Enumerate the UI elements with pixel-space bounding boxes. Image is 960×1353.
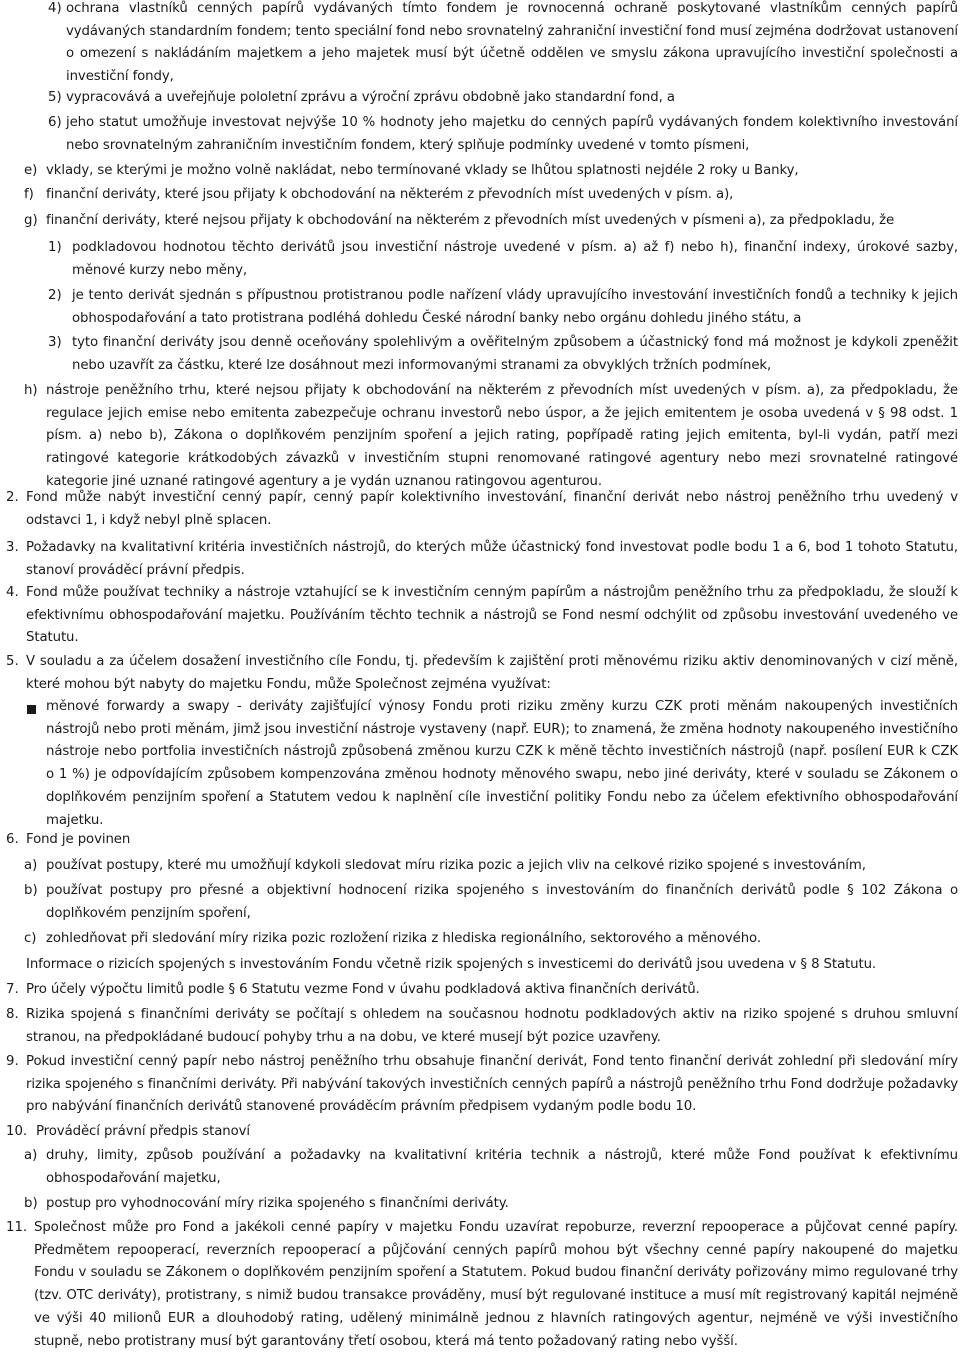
item-label: 4): [48, 1, 62, 16]
paragraph: Informace o rizicích spojených s investováním Fondu včetně rizik spojených s investicemi do derivátů jsou uvedena v § 8 Statutu.: [26, 957, 877, 972]
list-item: měnové forwardy a swapy - deriváty zajišťující výnosy Fondu proti riziku změny kurzu CZK proti měnám nakoupených investičních nástrojů nebo proti měnám, jimž jsou investiční nástroje vystaveny (např. EUR); to znamená, že změna hodnoty nakoupeného investičního nástroje nebo portfolia investičních nástrojů způsobená změnou kurzu CZK k měně těchto investičních nástrojů (např. posílení EUR k CZK o 1 %) je odpovídajícím způsobem kompenzována změnou hodnoty měnového swapu, nebo jiné deriváty, které v souladu se Zákonem o doplňkovém penzijním spoření a Statutem vedou k naplnění cíle investiční politiky Fondu nebo za účelem efektivního obhospodařování majetku.: [46, 699, 958, 828]
item-label: 3.: [6, 540, 19, 555]
list-item: ochrana vlastníků cenných papírů vydávaných tímto fondem je rovnocenná ochraně poskytované vlastníkům cenných papírů vydávaných standardním fondem; tento speciální fond nebo srovnatelný zahraniční investiční fond musí zejména dodržovat ustanovení o omezení s nakládáním majetkem a jeho majetek musí být účetně oddělen ve smyslu zákona upravujícího investiční společnosti a investiční fondy,: [66, 1, 958, 85]
list-item: používat postupy, které mu umožňují kdykoli sledovat míru rizika pozic a jejich vliv na celkové riziko spojené s investováním,: [46, 858, 866, 873]
list-item: používat postupy pro přesné a objektivní hodnocení rizika spojeného s investováním do finančních derivátů podle § 102 Zákona o doplňkovém penzijním spoření,: [46, 883, 958, 921]
item-label: 11.: [6, 1220, 28, 1235]
item-label: 1): [48, 240, 62, 255]
item-label: e): [24, 163, 38, 178]
list-item: druhy, limity, způsob používání a požadavky na kvalitativní kritéria technik a nástrojů, které může Fond používat k efektivnímu obhospodařování majetku,: [46, 1148, 958, 1186]
item-label: h): [24, 383, 38, 398]
item-label: 8.: [6, 1007, 19, 1022]
list-item: Prováděcí právní předpis stanoví: [36, 1124, 250, 1139]
item-label: 5): [48, 90, 62, 105]
item-label: a): [24, 1148, 38, 1163]
list-item: Rizika spojená s finančními deriváty se počítají s ohledem na současnou hodnotu podkladových aktiv na riziko spojené s druhou smluvní stranou, na předpokládané budoucí pohyby trhu a na dobu, ve které musejí být pozice uzavřeny.: [26, 1007, 958, 1045]
list-item: Společnost může pro Fond a jakékoli cenné papíry v majetku Fondu uzavírat repoburze, reverzní repooperace a půjčovat cenné papíry. Předmětem repooperací, reverzních repooperací a půjčování cenných papírů mohou být všechny cenné papíry nakoupené do majetku Fondu v souladu se Zákonem o doplňkovém penzijním spoření a Statutem. Pokud budou finanční deriváty pořizovány mimo regulované trhy (tzv. OTC deriváty), protistrany, s nimiž budou transakce prováděny, musí být regulované instituce a musí mít registrovaný kapitál nejméně ve výši 40 milionů EUR a dlouhodobý rating, udělený minimálně jednou z hlavních ratingových agentur, nejméně ve výši investičního stupně, nebo protistrany musí být garantovány třetí osobou, která má tento požadovaný rating nebo vyšší.: [34, 1220, 958, 1349]
list-item: finanční deriváty, které jsou přijaty k obchodování na některém z převodních míst uvedených v písm. a),: [46, 187, 734, 202]
list-item: vypracovává a uveřejňuje pololetní zprávu a výroční zprávu obdobně jako standardní fond, a: [66, 90, 675, 105]
list-item: zohledňovat při sledování míry rizika pozic rozložení rizika z hlediska regionálního, sektorového a měnového.: [46, 931, 761, 946]
item-label: 6): [48, 115, 62, 130]
item-label: a): [24, 858, 38, 873]
item-label: 9.: [6, 1054, 19, 1069]
list-item: tyto finanční deriváty jsou denně oceňovány spolehlivým a ověřitelným způsobem a účastnický fond má možnost je kdykoli zpeněžit nebo uzavřít za částku, které lze dosáhnout mezi informovanými stranami za obvyklých tržních podmínek,: [72, 335, 958, 373]
item-label: 2): [48, 288, 62, 303]
list-item: Fond je povinen: [26, 832, 131, 847]
list-item: nástroje peněžního trhu, které nejsou přijaty k obchodování na některém z převodních míst uvedených v písm. a), za předpokladu, že regulace jejich emise nebo emitenta zabezpečuje ochranu investorů nebo úspor, a že jejich emitentem je osoba uvedená v § 98 odst. 1 písm. a) nebo b), Zákona o doplňkovém penzijním spoření a jejich rating, popřípadě rating jejich emitenta, byl-li vydán, patří mezi ratingové kategorie krátkodobých závazků v investičním stupni renomované ratingové agentury nebo mezi srovnatelné ratingové kategorie jiné uznané ratingové agentury a je vydán uznanou ratingovou agenturou.: [46, 383, 958, 489]
item-label: b): [24, 1196, 38, 1211]
item-label: 3): [48, 335, 62, 350]
item-label: 6.: [6, 832, 19, 847]
list-item: jeho statut umožňuje investovat nejvýše 10 % hodnoty jeho majetku do cenných papírů vydávaných fondem kolektivního investování nebo srovnatelným zahraničním investičním fondem, který splňuje podmínky uvedené v tomto písmeni,: [66, 115, 958, 153]
item-label: c): [24, 931, 37, 946]
list-item: vklady, se kterými je možno volně nakládat, nebo termínované vklady se lhůtou splatnosti nejdéle 2 roky u Banky,: [46, 163, 799, 178]
item-label: 10.: [6, 1124, 28, 1139]
list-item: Pokud investiční cenný papír nebo nástroj peněžního trhu obsahuje finanční derivát, Fond tento finanční derivát zohlední při sledování míry rizika spojeného s finančními deriváty. Při nabývání takových investičních cenných papírů a nástrojů peněžního trhu Fond dodržuje požadavky pro nabývání finančních derivátů stanovené prováděcím právním předpisem vydaným podle bodu 10.: [26, 1054, 958, 1115]
item-label: 5.: [6, 654, 19, 669]
item-label: 4.: [6, 585, 19, 600]
list-item: Požadavky na kvalitativní kritéria investičních nástrojů, do kterých může účastnický fond investovat podle bodu 1 a 6, bod 1 tohoto Statutu, stanoví prováděcí právní předpis.: [26, 540, 958, 578]
list-item: podkladovou hodnotou těchto derivátů jsou investiční nástroje uvedené v písm. a) až f) nebo h), finanční indexy, úrokové sazby, měnové kurzy nebo měny,: [72, 240, 958, 278]
item-label: b): [24, 883, 38, 898]
list-item: postup pro vyhodnocování míry rizika spojeného s finančními deriváty.: [46, 1196, 509, 1211]
item-label: 2.: [6, 490, 19, 505]
list-item: Pro účely výpočtu limitů podle § 6 Statutu vezme Fond v úvahu podkladová aktiva finančních derivátů.: [26, 982, 700, 997]
item-label: f): [24, 187, 34, 202]
list-item: Fond může používat techniky a nástroje vztahující se k investičním cenným papírům a nástrojům peněžního trhu za předpokladu, že slouží k efektivnímu obhospodařování majetku. Používáním těchto technik a nástrojů se Fond nesmí odchýlit od způsobu investování uvedeného ve Statutu.: [26, 585, 958, 646]
list-item: V souladu a za účelem dosažení investičního cíle Fondu, tj. především k zajištění proti měnovému riziku aktiv denominovaných v cizí měně, které mohou být nabyty do majetku Fondu, může Společnost zejména využívat:: [26, 654, 958, 692]
item-label: g): [24, 213, 38, 228]
list-item: Fond může nabýt investiční cenný papír, cenný papír kolektivního investování, finanční derivát nebo nástroj peněžního trhu uvedený v odstavci 1, i když nebyl plně splacen.: [26, 490, 958, 528]
list-item: finanční deriváty, které nejsou přijaty k obchodování na některém z převodních míst uvedených v písmeni a), za předpokladu, že: [46, 213, 895, 228]
square-bullet-icon: [27, 705, 36, 714]
item-label: 7.: [6, 982, 19, 997]
list-item: je tento derivát sjednán s přípustnou protistranou podle nařízení vlády upravujícího investování investičních fondů a techniky k jejich obhospodařování a tato protistrana podléhá dohledu České národní banky nebo orgánu dohledu jiného státu, a: [72, 288, 958, 326]
